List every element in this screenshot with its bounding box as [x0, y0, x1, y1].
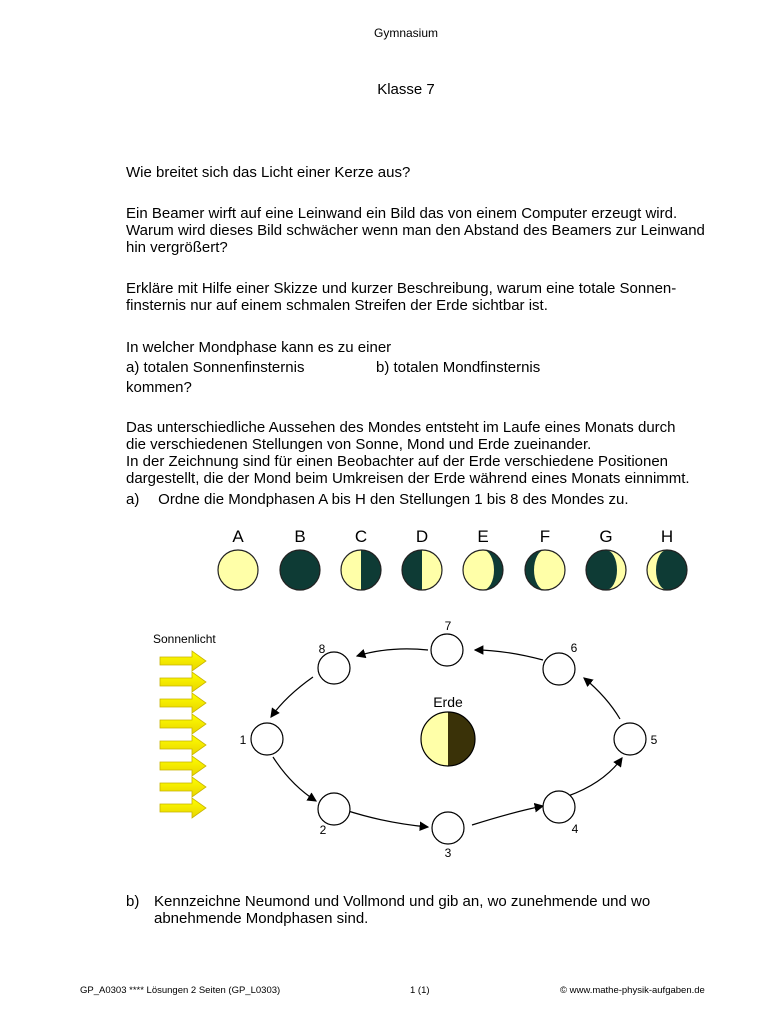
sunlight-arrow-icon	[160, 798, 206, 818]
question-5-task-b	[126, 893, 736, 927]
position-label-5: 5	[650, 733, 658, 747]
phase-e-moon	[463, 550, 503, 590]
phase-label-g: G	[599, 527, 613, 546]
orbit-arrow-5-6	[584, 678, 620, 719]
orbit-arrow-8-1	[271, 677, 313, 717]
moon-position-8	[318, 652, 350, 684]
orbit-arrow-6-7	[475, 650, 543, 660]
question-2-line-2: Warum wird dieses Bild schwächer wenn man den Abstand des Beamers zur Leinwand	[126, 222, 705, 239]
question-5-line-1: Das unterschiedliche Aussehen des Mondes entsteht im Laufe eines Monats durch	[126, 419, 676, 436]
position-label-8: 8	[318, 642, 326, 656]
orbit-arrow-7-8	[357, 649, 428, 656]
sunlight-arrow-icon	[160, 651, 206, 671]
school-label: Gymnasium	[373, 26, 438, 40]
sunlight-arrow-icon	[160, 735, 206, 755]
question-5-line-3: In der Zeichnung sind für einen Beobachter auf der Erde verschiedene Positionen	[126, 453, 669, 470]
footer-page: 1 (1)	[410, 985, 430, 996]
question-2-line-1: Ein Beamer wirft auf eine Leinwand ein Bild das von einem Computer erzeugt wird.	[126, 205, 678, 222]
question-3-line-1: Erkläre mit Hilfe einer Skizze und kurzer Beschreibung, warum eine totale Sonnen-	[126, 280, 677, 297]
question-3	[126, 280, 736, 314]
task-b-text: Kennzeichne Neumond und Vollmond und gib an, wo zunehmende und wo abnehmende Mondphasen sind.	[154, 893, 651, 927]
sunlight-arrow-icon	[160, 672, 206, 692]
question-4-line-1: In welcher Mondphase kann es zu einer	[126, 339, 392, 356]
moon-position-5	[614, 723, 646, 755]
phase-f-moon	[525, 550, 565, 590]
grade-label: Klasse 7	[377, 81, 435, 98]
sunlight-arrow-icon	[160, 756, 206, 776]
question-2-line-3: hin vergrößert?	[126, 239, 228, 256]
orbit-arrow-3-4	[472, 806, 543, 825]
moon-phases-figure	[200, 520, 720, 595]
question-4-option-b: b) totalen Mondfinsternis	[376, 359, 541, 376]
orbit-diagram	[145, 612, 675, 862]
orbit-arrow-4-5	[568, 758, 622, 796]
footer-site: © www.mathe-physik-aufgaben.de	[560, 985, 705, 996]
phase-label-h: H	[660, 527, 674, 546]
phase-label-d: D	[415, 527, 429, 546]
question-4-option-a: a) totalen Sonnenfinsternis	[126, 359, 305, 376]
phase-g-moon	[586, 550, 626, 590]
phase-label-b: B	[294, 527, 306, 546]
position-label-1: 1	[239, 733, 247, 747]
orbit-arrow-2-3	[345, 810, 428, 827]
position-label-2: 2	[319, 823, 327, 837]
earth-label: Erde	[433, 694, 463, 710]
moon-position-4	[543, 791, 575, 823]
sunlight-arrows	[160, 651, 206, 818]
question-4	[126, 339, 736, 396]
earth	[421, 712, 475, 766]
phase-c-moon	[341, 550, 381, 590]
position-label-6: 6	[570, 641, 578, 655]
moon-position-3	[432, 812, 464, 844]
task-a-label: a)	[126, 491, 140, 508]
moon-position-6	[543, 653, 575, 685]
sunlight-arrow-icon	[160, 714, 206, 734]
question-1-text: Wie breitet sich das Licht einer Kerze aus?	[126, 164, 411, 181]
question-4-options	[126, 359, 736, 376]
position-label-3: 3	[444, 846, 452, 860]
sunlight-arrow-icon	[160, 777, 206, 797]
task-a-text: Ordne die Mondphasen A bis H den Stellungen 1 bis 8 des Mondes zu.	[158, 491, 629, 508]
footer-code: GP_A0303 **** Lösungen 2 Seiten (GP_L0303)	[80, 985, 281, 996]
phase-label-c: C	[354, 527, 368, 546]
question-5	[126, 419, 736, 487]
phase-d-moon	[402, 550, 442, 590]
orbit-arrow-1-2	[273, 757, 316, 801]
sunlight-label: Sonnenlicht	[153, 632, 216, 646]
question-3-line-2: finsternis nur auf einem schmalen Streifen der Erde sichtbar ist.	[126, 297, 548, 314]
question-5-task-a	[126, 491, 736, 508]
task-b-label: b)	[126, 893, 140, 910]
phase-h-moon	[647, 550, 687, 590]
phase-b-moon	[280, 550, 320, 590]
position-label-7: 7	[444, 619, 452, 633]
question-4-line-3: kommen?	[126, 379, 192, 396]
question-1	[126, 164, 736, 181]
phase-label-a: A	[232, 527, 244, 546]
moon-position-7	[431, 634, 463, 666]
phase-a-moon	[218, 550, 258, 590]
question-5-line-4: dargestellt, die der Mond beim Umkreisen der Erde während eines Monats einnimmt.	[126, 470, 690, 487]
position-label-4: 4	[571, 822, 579, 836]
question-5-line-2: die verschiedenen Stellungen von Sonne, Mond und Erde zueinander.	[126, 436, 592, 453]
moon-position-2	[318, 793, 350, 825]
phase-label-e: E	[477, 527, 489, 546]
question-2	[126, 205, 736, 256]
phase-label-f: F	[539, 527, 551, 546]
moon-position-1	[251, 723, 283, 755]
sunlight-arrow-icon	[160, 693, 206, 713]
